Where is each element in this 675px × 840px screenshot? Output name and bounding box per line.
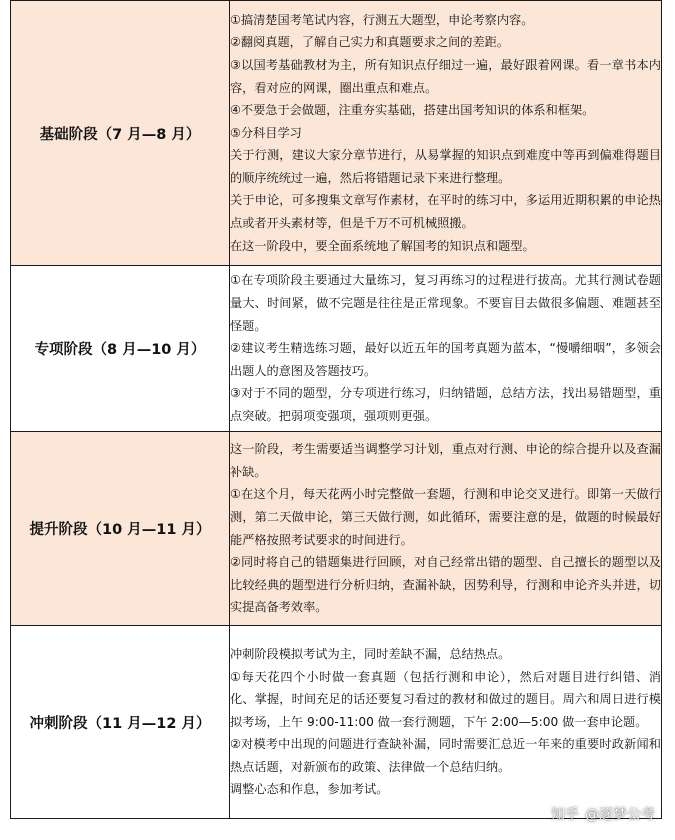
stage-content [230, 266, 662, 432]
content-line: ④不要急于会做题，注重夯实基础，搭建出国考知识的体系和框架。 [230, 103, 595, 118]
content-line: 在这一阶段中，要全面系统地了解国考的知识点和题型。 [230, 238, 535, 253]
stage-label: 专项阶段（8 月—10 月） [11, 266, 230, 432]
stage-row-special [11, 266, 662, 432]
study-plan-table [10, 0, 662, 819]
content-line: ①搞清楚国考笔试内容，行测五大题型，申论考察内容。 [230, 12, 534, 27]
content-line: 关于行测，建议大家分章节进行，从易掌握的知识点到难度中等再到偏难得题目的顺序统统过一遍，然后将错题记录下来进行整理。 [230, 148, 661, 185]
stage-content [230, 1, 662, 266]
stage-content [230, 626, 662, 819]
content-line: ①每天花四个小时做一套真题（包括行测和申论），然后对题目进行纠错、消化、掌握，时间充足的话还要复习看过的教材和做过的题目。周六和周日进行模拟考场，上午 9:00-11:00 做一套行测题，下午 2:00—5:00 做一套申论题。 [230, 669, 661, 729]
content-line: ①在专项阶段主要通过大量练习，复习再练习的过程进行拔高。尤其行测试卷题量大、时间紧，做不完题是往往是正常现象。不要盲目去做很多偏题、难题甚至怪题。 [230, 273, 661, 333]
stage-label: 提升阶段（10 月—11 月） [11, 432, 230, 626]
stage-row-basic [11, 1, 662, 266]
watermark-author: @逐梦公考 [585, 807, 655, 823]
content-line: ②同时将自己的错题集进行回顾，对自己经常出错的题型、自己擅长的题型以及比较经典的题型进行分析归纳，查漏补缺，因势利导，行测和申论齐头并进，切实提高备考效率。 [230, 555, 661, 615]
content-line: 冲刺阶段模拟考试为主，同时差缺不漏，总结热点。 [230, 646, 511, 661]
stage-content [230, 432, 662, 626]
stage-label: 基础阶段（7 月—8 月） [11, 1, 230, 266]
stage-row-sprint [11, 626, 662, 819]
content-line: ⑤分科目学习 [230, 125, 302, 140]
content-line: ②对模考中出现的问题进行查缺补漏，同时需要汇总近一年来的重要时政新闻和热点话题，对新颁布的政策、法律做一个总结归纳。 [230, 737, 661, 774]
content-line: ②建议考生精选练习题，最好以近五年的国考真题为蓝本，“慢嚼细咽”，多领会出题人的意图及答题技巧。 [230, 341, 661, 378]
content-line: 调整心态和作息，参加考试。 [230, 782, 389, 797]
content-line: ②翻阅真题，了解自己实力和真题要求之间的差距。 [230, 35, 510, 50]
content-line: 这一阶段，考生需要适当调整学习计划，重点对行测、申论的综合提升以及查漏补缺。 [230, 442, 661, 479]
stage-row-improve [11, 432, 662, 626]
content-line: ①在这个月，每天花两小时完整做一套题，行测和申论交叉进行。即第一天做行测，第二天做申论，第三天做行测，如此循环，需要注意的是，做题的时候最好能严格按照考试要求的时间进行。 [230, 487, 661, 547]
zhihu-watermark [551, 804, 655, 824]
watermark-site: 知乎 [551, 807, 579, 823]
stage-label: 冲刺阶段（11 月—12 月） [11, 626, 230, 819]
content-line: 关于申论，可多搜集文章写作素材，在平时的练习中，多运用近期积累的申论热点或者开头素材等，但是千万不可机械照搬。 [230, 193, 661, 231]
content-line: ③对于不同的题型，分专项进行练习，归纳错题，总结方法，找出易错题型，重点突破。把弱项变强项，强项则更强。 [230, 386, 661, 423]
content-line: ③以国考基础教材为主，所有知识点仔细过一遍，最好跟着网课。看一章书本内容，看对应的网课，圈出重点和难点。 [230, 57, 661, 95]
